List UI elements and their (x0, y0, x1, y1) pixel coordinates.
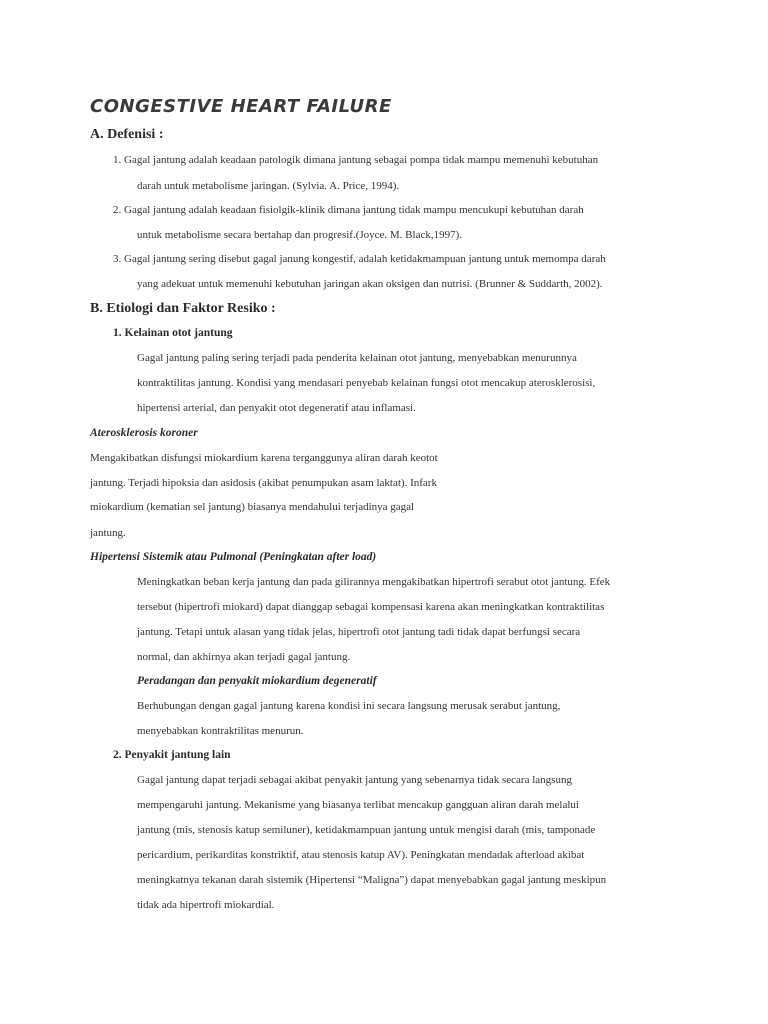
definition-3-line-2: yang adekuat untuk memenuhi kebutuhan jaringan akan oksigen dan nutrisi. (Brunner & Suddarth, 2002). (137, 278, 603, 290)
aterosklerosis-title: Aterosklerosis koroner (90, 427, 198, 439)
document-title: CONGESTIVE HEART FAILURE (90, 96, 392, 117)
subsection-1-line: hipertensi arterial, dan penyakit otot degeneratif atau inflamasi. (137, 402, 416, 414)
aterosklerosis-line: jantung. (90, 527, 126, 539)
subsection-2-line: meningkatnya tekanan darah sistemik (Hipertensi “Maligna”) dapat menyebabkan gagal jantung meskipun (137, 874, 607, 886)
peradangan-line: Berhubungan dengan gagal jantung karena kondisi ini secara langsung merusak serabut jantung, (137, 700, 561, 712)
subsection-2-line: mempengaruhi jantung. Mekanisme yang biasanya terlibat mencakup gangguan aliran darah melalui (137, 799, 579, 811)
definition-2-line-2: untuk metabolisme secara bertahap dan progresif.(Joyce. M. Black,1997). (137, 229, 463, 241)
hipertensi-line: tersebut (hipertrofi miokard) dapat dianggap sebagai kompensasi karena akan meningkatkan kontraktilitas (137, 601, 605, 613)
peradangan-title: Peradangan dan penyakit miokardium degeneratif (137, 675, 377, 687)
definition-1-line-2: darah untuk metabolisme jaringan. (Sylvia. A. Price, 1994). (137, 180, 400, 192)
subsection-2-line: jantung (mis, stenosis katup semiluner), ketidakmampuan jantung untuk mengisi darah (mis, tamponade (137, 824, 596, 836)
hipertensi-title: Hipertensi Sistemik atau Pulmonal (Peningkatan after load) (90, 551, 377, 563)
hipertensi-line: normal, dan akhirnya akan terjadi gagal jantung. (137, 651, 351, 663)
hipertensi-line: jantung. Tetapi untuk alasan yang tidak jelas, hipertrofi otot jantung tadi tidak dapat berfungsi secara (137, 626, 581, 638)
subsection-2-line: pericardium, perikarditas konstriktif, atau stenosis katup AV). Peningkatan mendadak afterload akibat (137, 849, 585, 861)
subsection-2-line: tidak ada hipertrofi miokardial. (137, 899, 275, 911)
aterosklerosis-line: miokardium (kematian sel jantung) biasanya mendahului terjadinya gagal (90, 501, 415, 513)
definition-1-line-1: 1. Gagal jantung adalah keadaan patologik dimana jantung sebagai pompa tidak mampu memenuhi kebutuhan (113, 154, 599, 166)
peradangan-line: menyebabkan kontraktilitas menurun. (137, 725, 304, 737)
subsection-1-line: Gagal jantung paling sering terjadi pada penderita kelainan otot jantung, menyebabkan menurunnya (137, 352, 577, 364)
definition-3-line-1: 3. Gagal jantung sering disebut gagal janung kongestif, adalah ketidakmampuan jantung untuk memompa darah (113, 253, 606, 265)
section-b-heading: B. Etiologi dan Faktor Resiko : (90, 301, 276, 316)
hipertensi-line: Meningkatkan beban kerja jantung dan pada gilirannya mengakibatkan hipertrofi serabut otot jantung. Efek (137, 576, 611, 588)
subsection-2-line: Gagal jantung dapat terjadi sebagai akibat penyakit jantung yang sebenarnya tidak secara langsung (137, 774, 572, 786)
subsection-1-line: kontraktilitas jantung. Kondisi yang mendasari penyebab kelainan fungsi otot mencakup aterosklerosisi, (137, 377, 596, 389)
section-a-heading: A. Defenisi : (90, 127, 164, 142)
subsection-1-title: 1. Kelainan otot jantung (113, 327, 233, 339)
aterosklerosis-line: jantung. Terjadi hipoksia dan asidosis (akibat penumpukan asam laktat). Infark (90, 477, 437, 489)
aterosklerosis-line: Mengakibatkan disfungsi miokardium karena terganggunya aliran darah keotot (90, 452, 438, 464)
definition-2-line-1: 2. Gagal jantung adalah keadaan fisiolgik-klinik dimana jantung tidak mampu mencukupi kebutuhan darah (113, 204, 584, 216)
subsection-2-title: 2. Penyakit jantung lain (113, 749, 231, 761)
